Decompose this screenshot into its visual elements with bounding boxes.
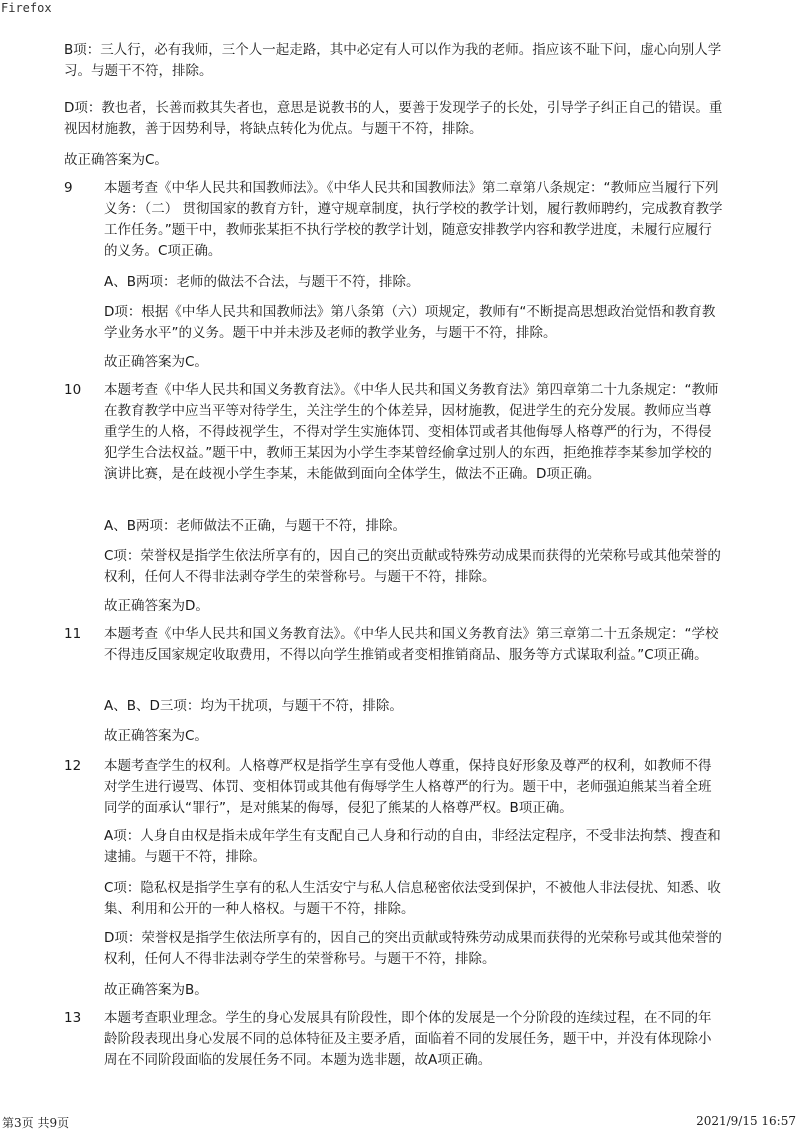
print-datetime: 2021/9/15 16:57 xyxy=(696,1114,796,1128)
q9-answer: 故正确答案为C。 xyxy=(104,354,208,370)
browser-title: Firefox xyxy=(1,1,52,15)
question-number: 13 xyxy=(64,1010,82,1026)
q9-main: 本题考查《中华人民共和国教师法》。《中华人民共和国教师法》第二章第八条规定：“教师应当履行下列义务：（二） 贯彻国家的教育方针，遵守规章制度，执行学校的教学计划，履行教师聘约，完成教育教学工作任务。”题干中，教师张某拒不执行学校的教学计划，随意安排教学内容和教学进度，未履行应履行的义务。C项正确。 xyxy=(104,180,723,259)
q12-answer: 故正确答案为B。 xyxy=(104,982,208,998)
question-number: 12 xyxy=(64,758,82,774)
q12-option-a: A项：人身自由权是指未成年学生有支配自己人身和行动的自由，非经法定程序，不受非法拘禁、搜查和逮捕。与题干不符，排除。 xyxy=(104,828,721,865)
page-indicator: 第3页 共9页 xyxy=(2,1116,70,1130)
q12-option-c: C项：隐私权是指学生享有的私人生活安宁与私人信息秘密依法受到保护，不被他人非法侵扰、知悉、收集、利用和公开的一种人格权。与题干不符，排除。 xyxy=(104,880,721,917)
q9-option-d: D项：根据《中华人民共和国教师法》第八条第（六）项规定，教师有“不断提高思想政治觉悟和教育教学业务水平”的义务。题干中并未涉及老师的教学业务，与题干不符，排除。 xyxy=(104,304,716,341)
question-number: 11 xyxy=(64,626,82,642)
intro-option-b: B项：三人行，必有我师，三个人一起走路，其中必定有人可以作为我的老师。指应该不耻下问，虚心向别人学习。与题干不符，排除。 xyxy=(64,42,722,79)
q11-option-abd: A、B、D三项：均为干扰项，与题干不符，排除。 xyxy=(104,698,403,714)
intro-option-d: D项：教也者，长善而救其失者也，意思是说教书的人，要善于发现学子的长处，引导学子纠正自己的错误。重视因材施教，善于因势利导，将缺点转化为优点。与题干不符，排除。 xyxy=(64,100,723,137)
q10-answer: 故正确答案为D。 xyxy=(104,598,209,614)
q11-main: 本题考查《中华人民共和国义务教育法》。《中华人民共和国义务教育法》第三章第二十五条规定：“学校不得违反国家规定收取费用，不得以向学生推销或者变相推销商品、服务等方式谋取利益。”C项正确。 xyxy=(104,626,719,663)
q13-main: 本题考查职业理念。学生的身心发展具有阶段性，即个体的发展是一个分阶段的连续过程，在不同的年龄阶段表现出身心发展不同的总体特征及主要矛盾，面临着不同的发展任务，题干中，并没有体现除小周在不同阶段面临的发展任务不同。本题为选非题，故A项正确。 xyxy=(104,1010,712,1068)
q10-option-c: C项：荣誉权是指学生依法所享有的，因自己的突出贡献或特殊劳动成果而获得的光荣称号或其他荣誉的权利，任何人不得非法剥夺学生的荣誉称号。与题干不符，排除。 xyxy=(104,548,721,585)
q12-main: 本题考查学生的权利。人格尊严权是指学生享有受他人尊重，保持良好形象及尊严的权利，如教师不得对学生进行谩骂、体罚、变相体罚或其他有侮辱学生人格尊严的行为。题干中，老师强迫熊某当着全班同学的面承认“罪行”，是对熊某的侮辱，侵犯了熊某的人格尊严权。B项正确。 xyxy=(104,758,712,816)
q9-option-ab: A、B两项：老师的做法不合法，与题干不符，排除。 xyxy=(104,274,420,290)
q12-option-d: D项：荣誉权是指学生依法所享有的，因自己的突出贡献或特殊劳动成果而获得的光荣称号或其他荣誉的权利，任何人不得非法剥夺学生的荣誉称号。与题干不符，排除。 xyxy=(104,930,722,967)
question-number: 9 xyxy=(64,180,73,196)
q10-option-ab: A、B两项：老师做法不正确，与题干不符，排除。 xyxy=(104,518,406,534)
question-number: 10 xyxy=(64,382,82,398)
q10-main: 本题考查《中华人民共和国义务教育法》。《中华人民共和国义务教育法》第四章第二十九条规定：“教师在教育教学中应当平等对待学生，关注学生的个体差异，因材施教，促进学生的充分发展。教师应当尊重学生的人格，不得歧视学生，不得对学生实施体罚、变相体罚或者其他侮辱人格尊严的行为，不得侵犯学生合法权益。”题干中，教师王某因为小学生李某曾经偷拿过别人的东西，拒绝推荐李某参加学校的演讲比赛，是在歧视小学生李某，未能做到面向全体学生，做法不正确。D项正确。 xyxy=(104,382,719,482)
intro-answer: 故正确答案为C。 xyxy=(64,152,168,168)
q11-answer: 故正确答案为C。 xyxy=(104,728,208,744)
